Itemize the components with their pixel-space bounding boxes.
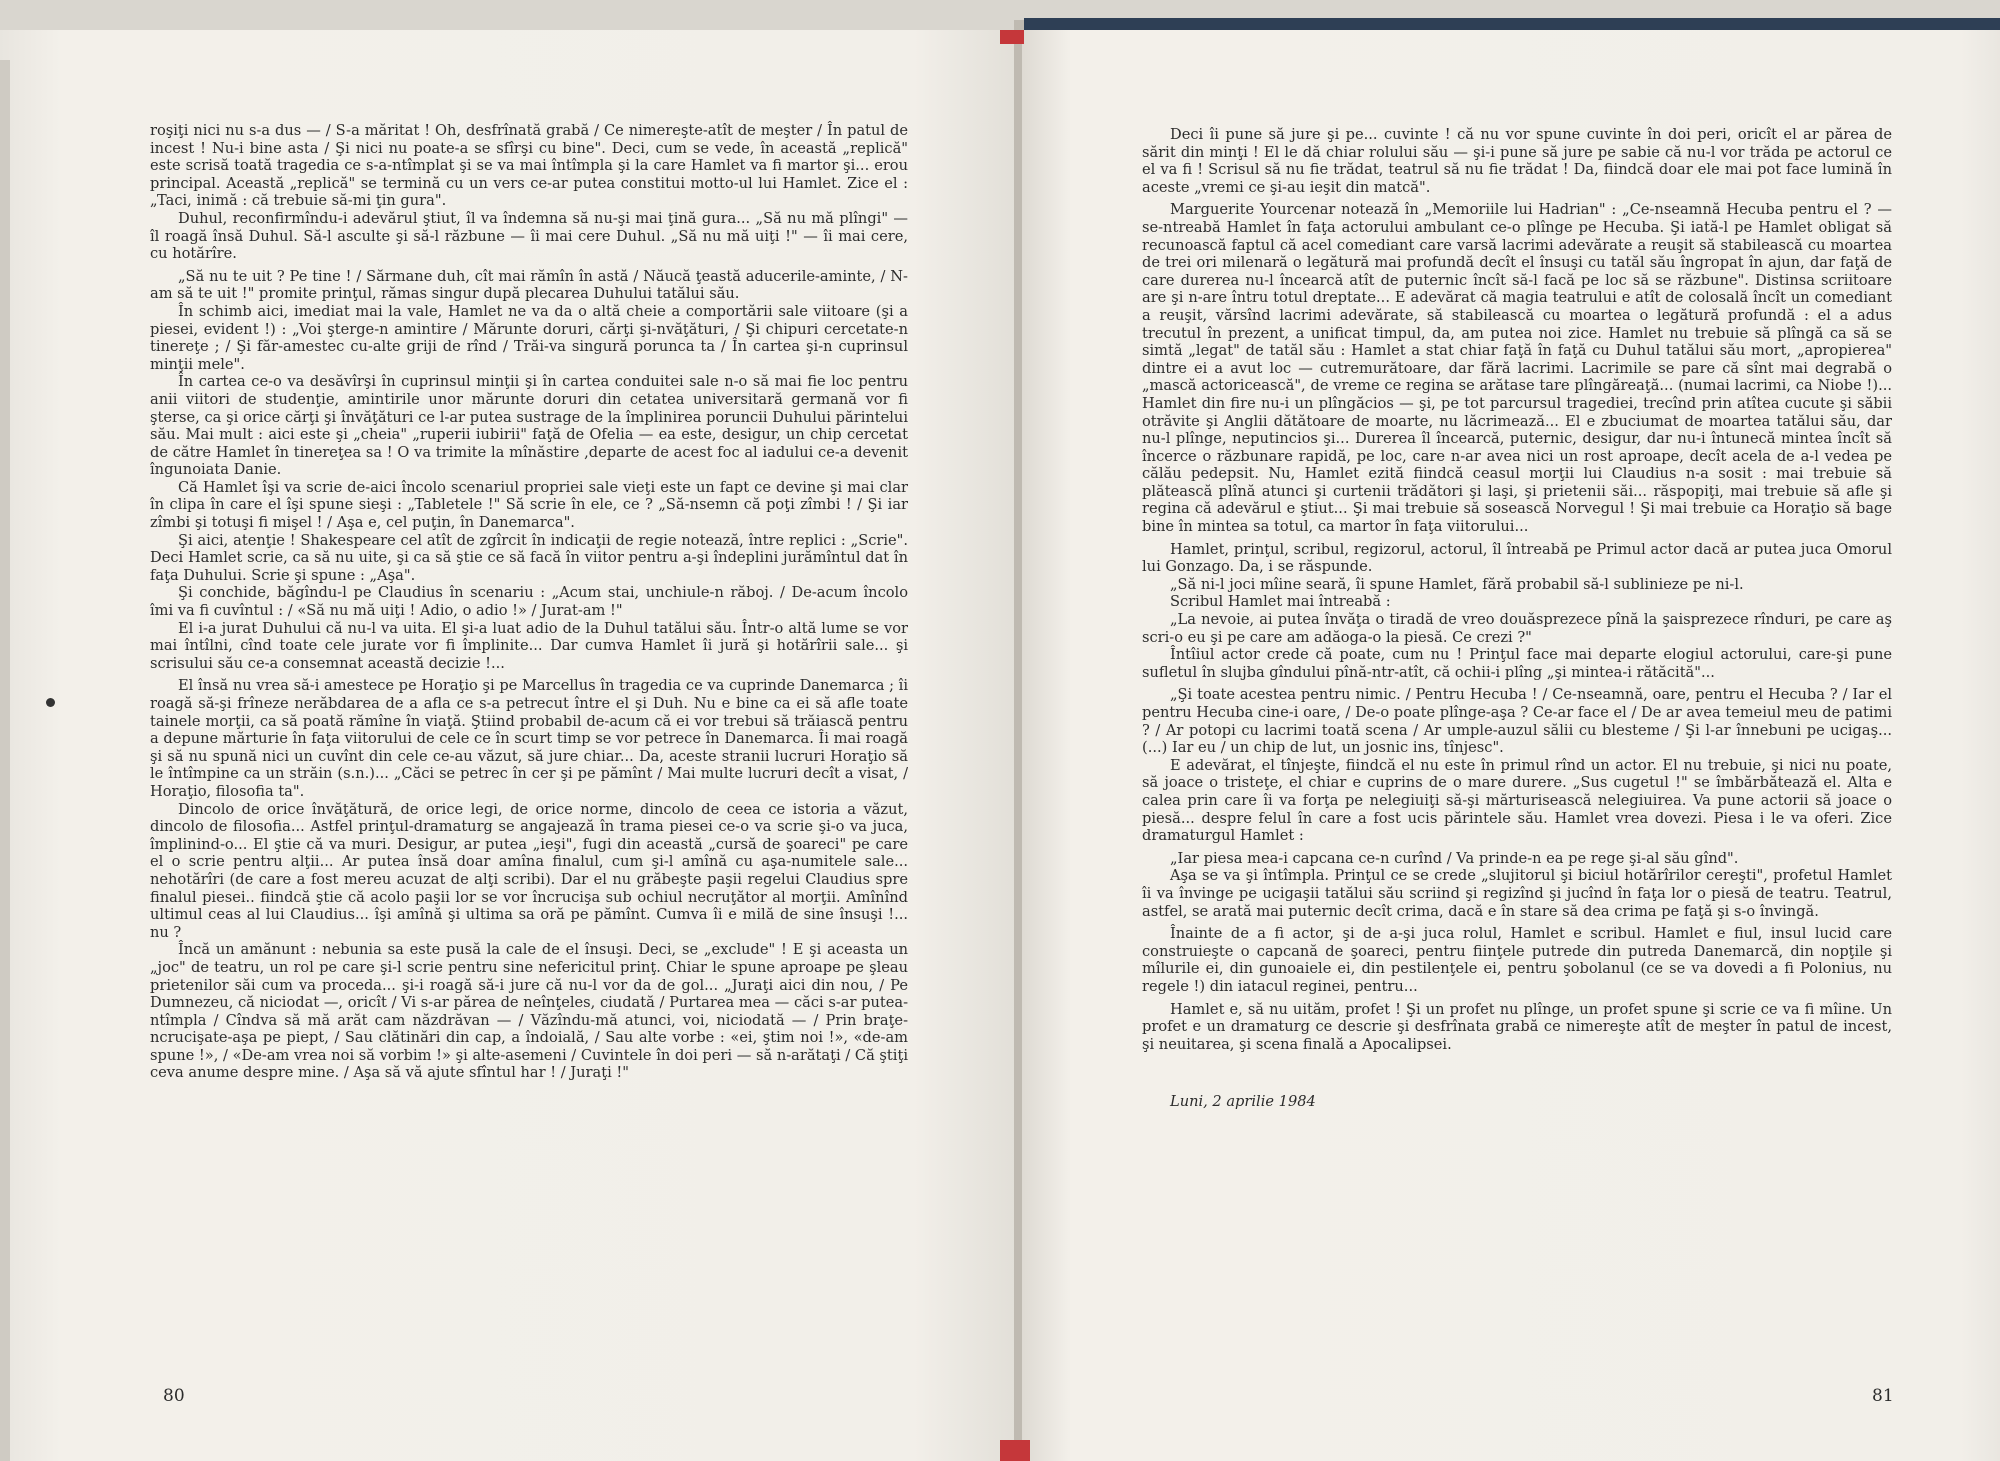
paragraph: Şi aici, atenţie ! Shakespeare cel atît de zgîrcit în indicaţii de regie notează, între replici : „Scrie". Deci Hamlet scrie, ca să nu uite, şi ca să ştie ce să facă în viitor pentru a-şi îndeplini jurămîntul dat în faţa Duhului. Scrie şi spune : „Aşa". <box>150 531 908 584</box>
left-page <box>0 30 1016 1461</box>
paragraph: Marguerite Yourcenar notează în „Memoriile lui Hadrian" : „Ce-nseamnă Hecuba pentru el ? — se-ntreabă Hamlet în faţa actorului ambulant ce-o plînge pe Hecuba. Şi iată-l pe Hamlet obligat să recunoască faptul că acel comediant care varsă lacrimi adevărate a reuşit să stabilească cu moartea de trei ori milenară o legătură mai profundă decît el însuşi cu tatăl său îngropat în ajun, dar faţă de care durerea nu-l încearcă atît de puternic încît să-l facă pe loc să se răzbune". Distinsa scriitoare are şi n-are întru totul dreptate... E adevărat că magia teatrului e atît de colosală încît un comediant a reuşit, vărsînd lacrimi adevărate, să stabilească cu moartea o legătură profundă : el a adus trecutul în prezent, a unificat timpul, da, am putea noi zice. Hamlet nu trebuie să plîngă ca să se simtă „legat" de tatăl său : Hamlet a stat chiar faţă în faţă cu Duhul tatălui său mort, „apropierea" dintre ei a avut loc — cutremurătoare, dar fără lacrimi. Lacrimile se pare că sînt mai degrabă o „mască actoricească", de vreme ce regina se arătase tare plîngăreaţă... (numai lacrimi, ca Niobe !)... Hamlet din fire nu-i un plîngăcios — şi, pe tot parcursul tragediei, trecînd prin atîtea cucute şi săbii otrăvite şi Anglii dătătoare de moarte, nu lăcrimează... El e zbuciumat de moartea tatălui său, dar nu-l plînge, neputincios şi... Durerea îl încearcă, puternic, desigur, dar nu-i întunecă mintea încît să încerce o răzbunare rapidă, pe loc, care n-ar avea nici un rost aproape, decît acela de a-l vedea pe călău pedepsit. Nu, Hamlet ezită fiindcă ceasul morţii lui Claudius n-a sosit : mai trebuie să plătească plînă atunci şi curtenii trădători şi laşi, şi prietenii săi... răspopiţi, mai trebuie să afle şi regina că adevărul e ştiut... Şi mai trebuie să sosească Norvegul ! Şi mai trebuie ca Horaţio să bage bine în mintea sa totul, ca martor în faţa viitorului... <box>1142 201 1892 536</box>
paragraph: „Să nu te uit ? Pe tine ! / Sărmane duh, cît mai rămîn în astă / Năucă ţeastă aducerile-aminte, / N-am să te uit !" promite prinţul, rămas singur după plecarea Duhului tatălui său. <box>150 267 908 303</box>
right-page <box>1022 30 2000 1461</box>
paragraph: „Iar piesa mea-i capcana ce-n curînd / Va prinde-n ea pe rege şi-al său gînd". <box>1170 849 1739 867</box>
paragraph: Dincolo de orice învăţătură, de orice legi, de orice norme, dincolo de ceea ce istoria a văzut, dincolo de filosofia... Astfel prinţul-dramaturg se angajează în trama piesei ce-o va scrie şi-o va juca, împlinind-o... El ştie că va muri. Desigur, ar putea „ieşi", fugi din această „cursă de şoareci" pe care el o scrie pentru alţii... Ar putea însă doar amîna finalul, cum şi-l amînă cu aşa-numitele sale... nehotărîri (de care a fost mereu acuzat de alţi scribi). Dar el nu grăbeşte paşii regelui Claudius spre finalul piesei.. fiindcă ştie că acolo paşii lor se vor încrucişa sub ochiul necruţător al morţii. Amînînd ultimul ceas al lui Claudius... îşi amînă şi ultima sa oră pe pămînt. Cumva îi e milă de sine însuşi !... nu ? <box>150 800 908 941</box>
paragraph: roşiţi nici nu s-a dus — / S-a măritat ! Oh, desfrînată grabă / Ce nimereşte-atît de meşter / În patul de incest ! Nu-i bine asta / Şi nici nu poate-a se sfîrşi cu bine". Deci, cum se vede, în această „replică" este scrisă toată tragedia ce s-a-ntîmplat şi se va mai întîmpla şi la care Hamlet va fi martor şi... erou principal. Această „replică" se termină cu un vers ce-ar putea constitui motto-ul lui Hamlet. Zice el : „Taci, inimă : că trebuie să-mi ţin gura". <box>150 122 908 210</box>
dateline: Luni, 2 aprilie 1984 <box>1170 1093 1316 1111</box>
page-edge <box>0 60 10 1461</box>
paragraph: Hamlet, prinţul, scribul, regizorul, actorul, îl întreabă pe Primul actor dacă ar putea juca Omorul lui Gonzago. Da, i se răspunde. <box>1142 540 1892 576</box>
paragraph: „Şi toate acestea pentru nimic. / Pentru Hecuba ! / Ce-nseamnă, oare, pentru el Hecuba ? / Iar el pentru Hecuba cine-i oare, / De-o poate plînge-aşa ? Ce-ar face el / De ar avea temeiul meu de patimi ? / Ar potopi cu lacrimi toată scena / Ar umple-auzul sălii cu blesteme / Şi l-ar înnebuni pe ucigaş... (...) Iar eu / un chip de lut, un josnic ins, tînjesc". <box>1142 686 1892 757</box>
paragraph: Încă un amănunt : nebunia sa este pusă la cale de el însuşi. Deci, se „exclude" ! E şi aceasta un „joc" de teatru, un rol pe care şi-l scrie pentru sine nefericitul prinţ. Chiar le spune aproape pe şleau prietenilor săi cum va proceda... şi-i roagă să-i jure că nu-l vor da de gol... „Juraţi aici din nou, / Pe Dumnezeu, că niciodat —, oricît / Vi s-ar părea de neînţeles, ciudată / Purtarea mea — căci s-ar putea-ntîmpla / Cîndva să mă arăt cam năzdrăvan — / Văzîndu-mă atunci, voi, niciodată — / Prin braţe-ncrucişate-aşa pe piept, / Sau clătinări din cap, a îndoială, / Sau alte vorbe : «ei, ştim noi !», «de-am spune !», / «De-am vrea noi să vorbim !» şi alte-asemeni / Cuvintele în doi peri — să n-arătaţi / Că ştiţi ceva anume despre mine. / Aşa să vă ajute sfîntul har ! / Juraţi !" <box>150 941 908 1082</box>
paragraph: „La nevoie, ai putea învăţa o tiradă de vreo douăsprezece pînă la şaisprezece rînduri, pe care aş scri-o eu şi pe care am adăoga-o la piesă. Ce crezi ?" <box>1142 611 1892 646</box>
paragraph: E adevărat, el tînjeşte, fiindcă el nu este în primul rînd un actor. El nu trebuie, şi nici nu poate, să joace o tristeţe, el chiar e cuprins de o mare durere. „Sus cugetul !" se îmbărbătează el. Alta e calea prin care îi va forţa pe nelegiuiţi să-şi mărturisească nelegiuirea. Va pune actorii să joace o piesă... despre felul în care a fost ucis părintele său. Hamlet vrea dovezi. Piesa i le va oferi. Zice dramaturgul Hamlet : <box>1142 756 1892 845</box>
paragraph: Că Hamlet îşi va scrie de-aici încolo scenariul propriei sale vieţi este un fapt ce devine şi mai clar în clipa în care el îşi spune sieşi : „Tabletele !" Să scrie în ele, ce ? „Să-nsemn că poţi zîmbi ! / Şi iar zîmbi şi totuşi fi mişel ! / Aşa e, cel puţin, în Danemarca". <box>150 478 908 532</box>
paragraph: Aşa se va şi întîmpla. Prinţul ce se crede „slujitorul şi biciul hotărîrilor cereşti", profetul Hamlet îi va învinge pe ucigaşii tatălui său scriind şi regizînd şi jucînd în faţa lor o piesă de teatru. Teatrul, astfel, se arată mai puternic decît crima, dacă e în stare să dea crima pe faţă şi s-o învingă. <box>1142 867 1892 920</box>
paragraph: „Să ni-l joci mîine seară, îi spune Hamlet, fără probabil să-l sublinieze pe ni-l. <box>1170 575 1744 593</box>
page-number: 81 <box>1872 1386 1894 1406</box>
paragraph: Duhul, reconfirmîndu-i adevărul ştiut, îl va îndemna să nu-şi mai ţină gura... „Să nu mă plîngi" — îl roagă însă Duhul. Să-l asculte şi să-l răzbune — îi mai cere Duhul. „Să nu mă uiţi !" — îi mai cere, cu hotărîre. <box>150 209 908 263</box>
paragraph: El i-a jurat Duhului că nu-l va uita. El şi-a luat adio de la Duhul tatălui său. Într-o altă lume se vor mai întîlni, cînd toate cele jurate vor fi împlinite... Dar cumva Hamlet îi jură şi hotărîrii sale... şi scrisului său ce-a consemnat această decizie !... <box>150 619 908 672</box>
margin-dot <box>46 698 55 707</box>
paragraph: El însă nu vrea să-i amestece pe Horaţio şi pe Marcellus în tragedia ce va cuprinde Danemarca ; îi roagă să-şi frîneze nerăbdarea de a afla ce s-a petrecut între el şi Duh. Nu e bine ca ei să afle toate tainele morţii, ca să poată rămîne în viaţă. Ştiind probabil de-acum că ei vor trebui să trăiască pentru a depune mărturie în faţa viitorului de cele ce în scurt timp se vor petrece în Danemarca. Îi mai roagă şi să nu spună nici un cuvînt din cele ce-au văzut, să jure chiar... Da, aceste stranii lucruri Horaţio să le întîmpine ca un străin (s.n.)... „Căci se petrec în cer şi pe pămînt / Mai multe lucruri decît a visat, / Horaţio, filosofia ta". <box>150 677 908 800</box>
bookmark-ribbon-top <box>1000 30 1024 44</box>
paragraph: Deci îi pune să jure şi pe... cuvinte ! că nu vor spune cuvinte în doi peri, oricît el ar părea de sărit din minţi ! El le dă chiar rolului său — şi-i pune să jure pe sabie că nu-l vor trăda pe actorul ce el va fi ! Scrisul să nu fie trădat, teatrul să nu fie trădat ! Da, fiindcă doar ele mai pot face lumină în aceste „vremi ce şi-au ieşit din matcă". <box>1142 126 1892 196</box>
paragraph: În schimb aici, imediat mai la vale, Hamlet ne va da o altă cheie a comportării sale viitoare (şi a piesei, evident !) : „Voi şterge-n amintire / Mărunte doruri, cărţi şi-nvăţături, / Şi chipuri cercetate-n tinereţe ; / Şi făr-amestec cu-alte griji de rînd / Trăi-va singură porunca ta / În cartea şi-n cuprinsul minţii mele". <box>150 302 908 373</box>
paragraph: Şi conchide, băgîndu-l pe Claudius în scenariu : „Acum stai, unchiule-n răboj. / De-acum încolo îmi va fi cuvîntul : / «Să nu mă uiţi ! Adio, o adio !» / Jurat-am !" <box>150 584 908 620</box>
paragraph: Întîiul actor crede că poate, cum nu ! Prinţul face mai departe elogiul actorului, care-şi pune sufletul în slujba gîndului pînă-ntr-atît, că ochii-i plîng „şi mintea-i rătăcită"... <box>1142 646 1892 681</box>
left-text-column <box>150 122 908 1082</box>
paragraph: Scribul Hamlet mai întreabă : <box>1170 593 1391 611</box>
page-number: 80 <box>163 1386 185 1406</box>
paragraph: Hamlet e, să nu uităm, profet ! Şi un profet nu plînge, un profet spune şi scrie ce va fi mîine. Un profet e un dramaturg ce descrie şi desfrînata grabă ce nimereşte atît de meşter în patul de incest, şi neuitarea, şi scena finală a Apocalipsei. <box>1142 1000 1892 1053</box>
bookmark-ribbon-bottom <box>1000 1440 1030 1461</box>
paragraph: În cartea ce-o va desăvîrşi în cuprinsul minţii şi în cartea conduitei sale n-o să mai fie loc pentru anii viitori de studenţie, amintirile unor mărunte doruri din cetatea universitară germană vor fi şterse, ca şi orice cărţi şi învăţături ce l-ar putea sustrage de la împlinirea poruncii Duhului părintelui său. Mai mult : aici este şi „cheia" „ruperii iubirii" faţă de Ofelia — ea este, desigur, un chip cercetat de către Hamlet în tinereţea sa ! O va trimite la mînăstire ,departe de acest foc al iadului ce-a devenit îngunoiata Danie. <box>150 373 908 479</box>
right-text-column <box>1142 126 1892 1111</box>
paragraph: Înainte de a fi actor, şi de a-şi juca rolul, Hamlet e scribul. Hamlet e fiul, insul lucid care construieşte o capcană de şoareci, pentru fiinţele putrede din putreda Danemarcă, din nopţile şi mîlurile ei, din gunoaiele ei, din pestilenţele ei, pentru şobolanul (ce se va dovedi a fi Polonius, nu regele !) din iatacul reginei, pentru... <box>1142 925 1892 995</box>
